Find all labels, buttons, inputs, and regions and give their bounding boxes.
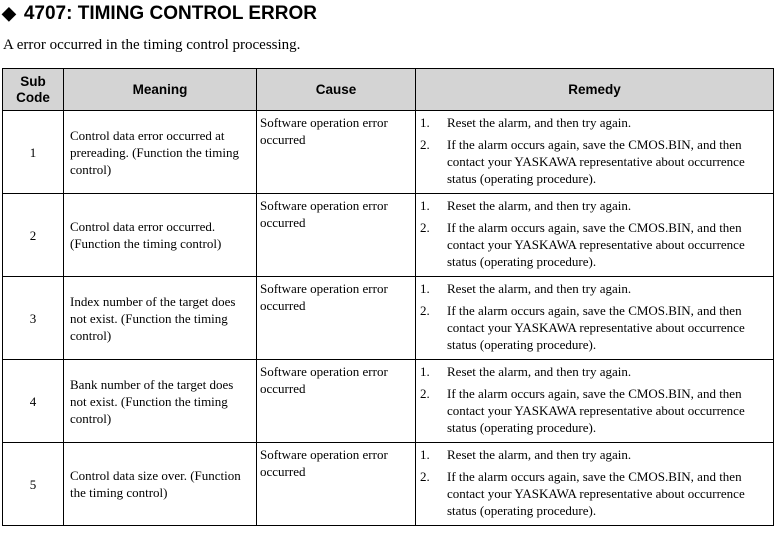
sub-code-cell: 4 <box>3 360 64 443</box>
sub-code-cell: 3 <box>3 277 64 360</box>
step-number: 1. <box>420 281 430 296</box>
step-number: 1. <box>420 198 430 213</box>
meaning-cell: Control data error occurred at prereading. (Function the timing control) <box>64 111 257 194</box>
meaning-cell: Control data error occurred. (Function the timing control) <box>64 194 257 277</box>
step-text: Reset the alarm, and then try again. <box>447 115 632 130</box>
remedy-cell <box>416 194 774 277</box>
step-text: If the alarm occurs again, save the CMOS.BIN, and then contact your YASKAWA representative about occurrence status (operating procedure). <box>447 469 745 518</box>
meaning-cell: Control data size over. (Function the timing control) <box>64 443 257 526</box>
remedy-cell <box>416 443 774 526</box>
alarm-table <box>2 68 774 526</box>
remedy-step <box>420 363 769 380</box>
step-text: If the alarm occurs again, save the CMOS.BIN, and then contact your YASKAWA representative about occurrence status (operating procedure). <box>447 220 745 269</box>
table-row <box>3 360 774 443</box>
remedy-step <box>420 280 769 297</box>
remedy-step <box>420 446 769 463</box>
intro-text: A error occurred in the timing control processing. <box>3 37 301 53</box>
page-title-text: 4707: TIMING CONTROL ERROR <box>23 3 317 24</box>
remedy-cell <box>416 277 774 360</box>
cause-cell: Software operation error occurred <box>257 194 416 277</box>
step-number: 1. <box>420 364 430 379</box>
sub-code-cell: 1 <box>3 111 64 194</box>
diamond-bullet-icon: ◆ <box>2 2 16 23</box>
cause-cell: Software operation error occurred <box>257 277 416 360</box>
remedy-step <box>420 468 769 519</box>
step-text: Reset the alarm, and then try again. <box>447 198 632 213</box>
step-text: If the alarm occurs again, save the CMOS.BIN, and then contact your YASKAWA representative about occurrence status (operating procedure). <box>447 386 745 435</box>
remedy-step <box>420 136 769 187</box>
remedy-step <box>420 385 769 436</box>
header-meaning: Meaning <box>64 69 257 111</box>
step-number: 2. <box>420 303 430 318</box>
step-text: Reset the alarm, and then try again. <box>447 364 632 379</box>
remedy-step <box>420 197 769 214</box>
step-number: 1. <box>420 115 430 130</box>
header-remedy: Remedy <box>416 69 774 111</box>
table-row <box>3 277 774 360</box>
remedy-step <box>420 114 769 131</box>
step-text: Reset the alarm, and then try again. <box>447 447 632 462</box>
meaning-cell: Bank number of the target does not exist. (Function the timing control) <box>64 360 257 443</box>
remedy-step <box>420 302 769 353</box>
header-sub-code: Sub Code <box>3 69 64 111</box>
header-cause: Cause <box>257 69 416 111</box>
step-text: Reset the alarm, and then try again. <box>447 281 632 296</box>
meaning-cell: Index number of the target does not exist. (Function the timing control) <box>64 277 257 360</box>
remedy-step <box>420 219 769 270</box>
page-title <box>2 2 317 26</box>
step-text: If the alarm occurs again, save the CMOS.BIN, and then contact your YASKAWA representative about occurrence status (operating procedure). <box>447 303 745 352</box>
table-row <box>3 443 774 526</box>
cause-cell: Software operation error occurred <box>257 111 416 194</box>
remedy-cell <box>416 111 774 194</box>
table-header-row <box>3 69 774 111</box>
step-number: 2. <box>420 386 430 401</box>
cause-cell: Software operation error occurred <box>257 443 416 526</box>
remedy-cell <box>416 360 774 443</box>
step-number: 2. <box>420 137 430 152</box>
step-number: 2. <box>420 220 430 235</box>
sub-code-cell: 5 <box>3 443 64 526</box>
cause-cell: Software operation error occurred <box>257 360 416 443</box>
table-row <box>3 194 774 277</box>
step-number: 1. <box>420 447 430 462</box>
sub-code-cell: 2 <box>3 194 64 277</box>
table-row <box>3 111 774 194</box>
step-number: 2. <box>420 469 430 484</box>
step-text: If the alarm occurs again, save the CMOS.BIN, and then contact your YASKAWA representative about occurrence status (operating procedure). <box>447 137 745 186</box>
